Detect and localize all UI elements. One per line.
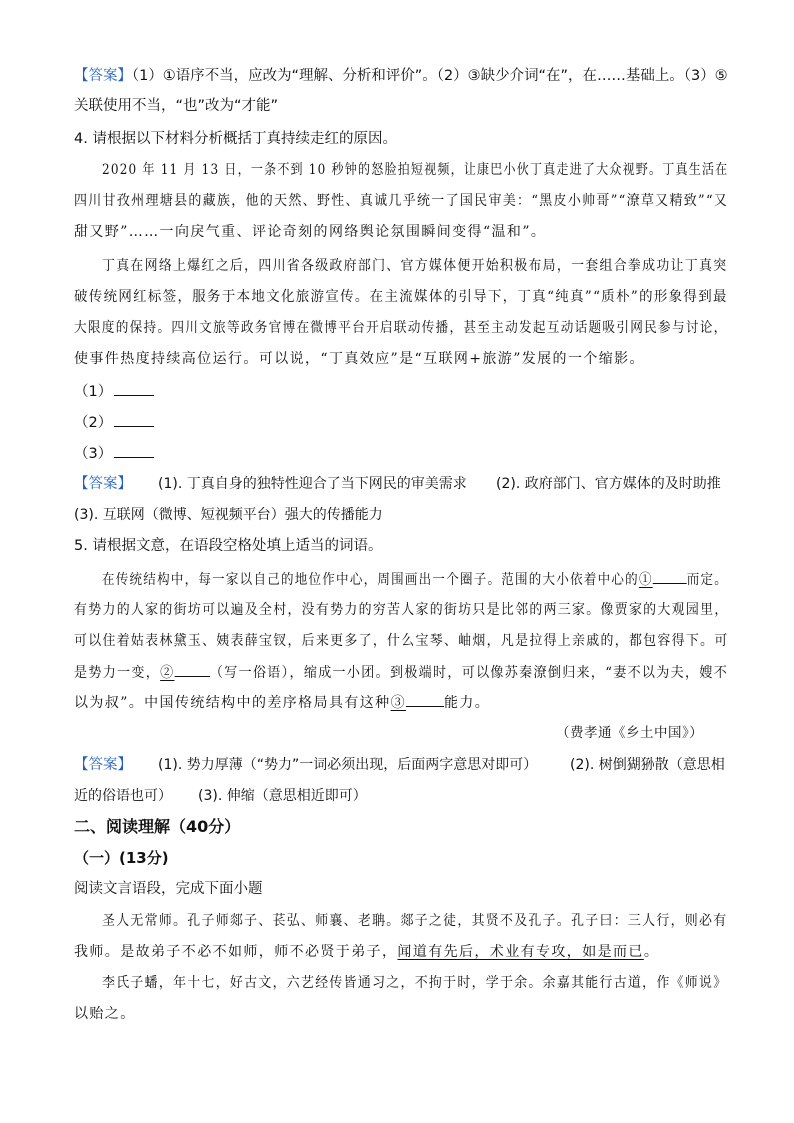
q4-passage-line: 四川甘孜州理塘县的藏族，他的天然、野性、真诚几乎统一了国民审美：“黑皮小帅哥”“潦草又精致”“又 — [74, 193, 729, 209]
answer-blank[interactable] — [114, 381, 154, 396]
q5-passage-line — [74, 662, 728, 683]
subsection-title: （一）(13分) — [74, 849, 169, 867]
answer-blank[interactable] — [114, 443, 154, 458]
q5-answer-2-cont: 近的俗语也可） — [74, 788, 172, 804]
answer-blank[interactable] — [174, 662, 209, 677]
q5-passage-line: 可以住着姑表林黛玉、姨表薛宝钗，后来更多了，什么宝琴、岫烟，凡是拉得上亲戚的，都包容得下。可 — [74, 633, 729, 649]
blank-marker: ② — [160, 665, 175, 681]
q5-answer-label-line — [74, 755, 132, 775]
underlined-sentence: 闻道有先后，术业有专攻，如是而已 — [397, 944, 644, 960]
answer-text: （1）①语序不当，应改为“理解、分析和评价”。（2）③缺少介词“在”，在……基础上。（3）⑤ — [131, 68, 728, 84]
passage-text: 以为叔”。中国传统结构中的差序格局具有这种 — [74, 695, 391, 711]
q4-blank-1 — [74, 381, 154, 402]
q4-passage-line: 使事件热度持续高位运行。可以说，“丁真效应”是“互联网+旅游”发展的一个缩影。 — [74, 351, 645, 367]
q5-passage-line — [74, 692, 490, 713]
q3-answer-line-2: 关联使用不当，“也”改为“才能” — [74, 98, 279, 114]
q4-answer-line-1 — [74, 474, 132, 494]
answer-blank[interactable] — [114, 412, 154, 427]
q5-answer-1: (1). 势力厚薄（“势力”一词必须出现，后面两字意思对即可） — [158, 757, 538, 773]
answer-blank[interactable] — [653, 569, 687, 584]
q4-blank-3 — [74, 443, 154, 464]
answer-label: 【答案】 — [74, 757, 132, 773]
q4-answer-2: (2). 政府部门、官方媒体的及时助推 — [496, 476, 721, 492]
answer-label: 【答案】 — [74, 476, 132, 492]
passage-text: 。 — [643, 944, 660, 960]
q4-answer-1: (1). 丁真自身的独特性迎合了当下网民的审美需求 — [158, 476, 467, 492]
section-title: 二、阅读理解（40分） — [74, 817, 241, 836]
instruction: 阅读文言语段，完成下面小题 — [74, 881, 263, 897]
passage-text: 而定。 — [686, 572, 728, 588]
q4-passage-line: 大限度的保持。四川文旅等政务官博在微博平台开启联动传播，甚至主动发起互动话题吸引网民参与讨论， — [74, 320, 728, 336]
q4-passage-line: 甜又野”……一向戾气重、评论奇刻的网络舆论氛围瞬间变得“温和”。 — [74, 224, 547, 240]
blank-number: （2） — [74, 415, 113, 431]
classical-passage-line: 李氏子蟠，年十七，好古文，六艺经传皆通习之，不拘于时，学于余。余嘉其能行古道，作《师说》 — [102, 975, 728, 991]
q3-answer-line-1 — [74, 66, 728, 86]
classical-passage-line: 圣人无常师。孔子师郯子、苌弘、师襄、老聃。郯子之徒，其贤不及孔子。孔子曰：三人行，则必有 — [102, 913, 728, 929]
q5-answer-2: (2). 树倒猢狲散（意思相 — [570, 757, 725, 773]
passage-text: （写一俗语），缩成一小团。到极端时，可以像苏秦潦倒归来，“妻不以为夫，嫂不 — [209, 665, 729, 681]
q4-prompt: 4. 请根据以下材料分析概括丁真持续走红的原因。 — [74, 131, 397, 147]
q5-passage-line: 有势力的人家的街坊可以遍及全村，没有势力的穷苦人家的街坊只是比邻的两三家。像贾家的大观园里， — [74, 602, 729, 618]
blank-marker: ③ — [390, 695, 406, 711]
passage-text: 是势力一变， — [74, 665, 161, 681]
passage-text: 在传统结构中，每一家以自己的地位作中心，周围画出一个圈子。范围的大小依着中心的 — [102, 572, 639, 588]
q4-blank-2 — [74, 412, 154, 433]
blank-number: （3） — [74, 446, 113, 462]
q5-answer-3: (3). 伸缩（意思相近即可） — [198, 788, 367, 804]
answer-blank[interactable] — [406, 692, 444, 707]
answer-label: 【答案】 — [74, 68, 132, 84]
q4-passage-line: 破传统网红标签，服务于本地文化旅游宣传。在主流媒体的引导下，丁真“纯真”“质朴”的形象得到最 — [74, 289, 728, 305]
q4-answer-3: (3). 互联网（微博、短视频平台）强大的传播能力 — [74, 507, 383, 523]
blank-marker: ① — [638, 572, 653, 588]
blank-number: （1） — [74, 384, 113, 400]
q5-passage-line — [102, 569, 728, 590]
classical-passage-line — [74, 942, 659, 962]
q4-passage-line: 丁真在网络上爆红之后，四川省各级政府部门、官方媒体便开始积极布局，一套组合拳成功让丁真突 — [102, 258, 728, 274]
q5-prompt: 5. 请根据文意，在语段空格处填上适当的词语。 — [74, 538, 383, 554]
passage-text: 能力。 — [443, 695, 491, 711]
passage-text: 我师。是故弟子不必不如师，师不必贤于弟子， — [74, 944, 398, 960]
q5-source: （费孝通《乡土中国》） — [556, 725, 704, 741]
q4-passage-line: 2020 年 11 月 13 日，一条不到 10 秒钟的怒脸拍短视频，让康巴小伙丁真走进了大众视野。丁真生活在 — [102, 162, 729, 178]
classical-passage-line: 以贻之。 — [74, 1006, 136, 1022]
